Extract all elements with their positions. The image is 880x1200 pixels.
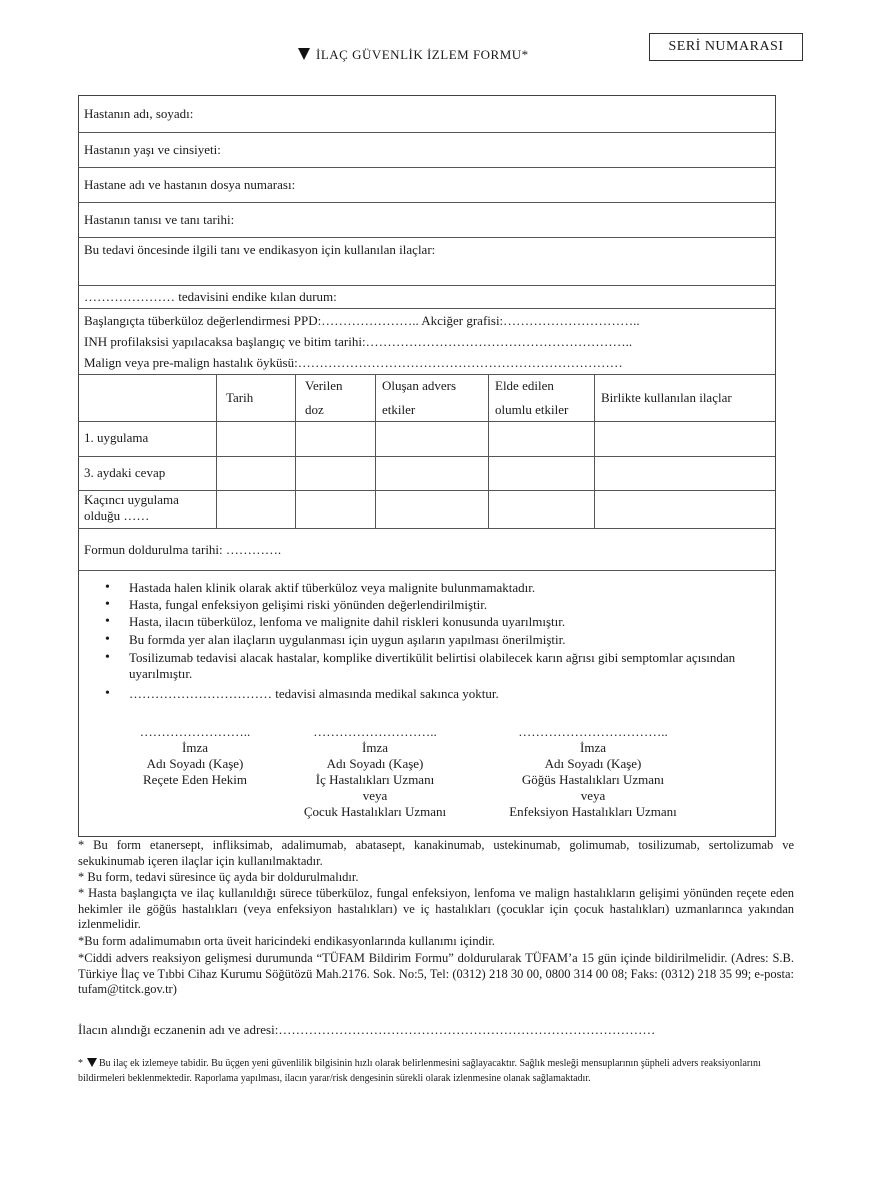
signature-internal-medicine: ……………………….. İmza Adı Soyadı (Kaşe) İç Hastalıkları Uzmanı veya Çocuk Hastalıkları Uzmanı: [303, 724, 447, 819]
header-adverse-line2: etkiler: [382, 402, 416, 417]
header-dose-line1: Verilen: [305, 378, 343, 393]
indication-field[interactable]: ………………… tedavisini endike kılan durum:: [84, 289, 337, 304]
row-divider: [78, 308, 775, 309]
row-divider: [78, 374, 775, 375]
form-title: [298, 47, 529, 63]
additional-monitoring-note: [78, 1056, 794, 1086]
row-divider: [78, 490, 775, 491]
header-date: Tarih: [226, 390, 254, 405]
col-divider: [488, 374, 489, 528]
col-divider: [295, 374, 296, 528]
row-divider: [78, 570, 775, 571]
diagnosis-field[interactable]: Hastanın tanısı ve tanı tarihi:: [84, 212, 235, 227]
serial-number-box: SERİ NUMARASI: [649, 33, 803, 61]
footnote-frequency: * Bu form, tedavi süresince üç ayda bir doldurulmalıdır.: [78, 870, 359, 884]
note-text: Bu ilaç ek izlemeye tabidir. Bu üçgen yeni güvenlilik bilgisinin hızlı olarak belirlenmesini sağlayacaktır. Sağlık mesleği mensuplarının şüpheli advers reaksiyonlarını bildirmeleri beklenmektedir. Raporlama yapılması, ilacın yarar/risk dengesinin sürekli olarak izlenmesine olanak sağlamaktadır.: [78, 1058, 761, 1084]
signature-chest-diseases: …………………………….. İmza Adı Soyadı (Kaşe) Göğüs Hastalıkları Uzmanı veya Enfeksiyon Hastalıkları Uzmanı: [509, 724, 677, 819]
row-divider: [78, 237, 775, 238]
row-divider: [78, 202, 775, 203]
col-divider: [594, 374, 595, 528]
form-title-text: İLAÇ GÜVENLİK İZLEM FORMU*: [316, 47, 529, 62]
row-divider: [78, 167, 775, 168]
header-positive-line1: Elde edilen: [495, 378, 554, 393]
footnote-drugs: * Bu form etanersept, infliksimab, adalimumab, abatasept, kanakinumab, ustekinumab, golimumab, tosilizumab, sertolizumab ve sekukinumab içeren ilaçlar için kullanılmaktadır.: [78, 838, 794, 868]
header-concomitant: Birlikte kullanılan ilaçlar: [601, 390, 732, 405]
signature-prescriber: …………………….. İmza Adı Soyadı (Kaşe) Reçete Eden Hekim: [139, 724, 251, 787]
patient-name-field[interactable]: Hastanın adı, soyadı:: [84, 106, 194, 121]
hospital-file-field[interactable]: Hastane adı ve hastanın dosya numarası:: [84, 177, 296, 192]
row-divider: [78, 421, 775, 422]
black-triangle-icon: [298, 48, 310, 60]
malignancy-history-field[interactable]: Malign veya pre-malign hastalık öyküsü:…………………………………………………………………: [84, 355, 623, 370]
row-divider: [78, 132, 775, 133]
row-third-month: 3. aydaki cevap: [84, 465, 166, 480]
row-application-number-line2: olduğu ……: [84, 508, 150, 523]
row-divider: [78, 528, 775, 529]
patient-age-sex-field[interactable]: Hastanın yaşı ve cinsiyeti:: [84, 142, 221, 157]
row-divider: [78, 456, 775, 457]
header-positive-line2: olumlu etkiler: [495, 402, 569, 417]
footnote-adalimumab: *Bu form adalimumabın orta üveit haricindeki endikasyonlarında kullanımı içindir.: [78, 934, 495, 948]
fill-date-field[interactable]: Formun doldurulma tarihi: ………….: [84, 542, 282, 557]
footnote-monitoring: * Hasta başlangıçta ve ilaç kullanıldığı sürece tüberküloz, fungal enfeksiyon, lenfoma ve malign hastalıkların gelişimi yönünden reçete eden hekimler ile göğüs hastalıkları (veya enfeksiyon hastalıkları) ve iç hastalıkları (çocuklar için çocuk hastalıkları) uzmanlarınca yakından izlenmelidir.: [78, 886, 794, 931]
header-dose-line2: doz: [305, 402, 324, 417]
black-triangle-icon: [87, 1058, 97, 1067]
pharmacy-field[interactable]: İlacın alındığı eczanenin adı ve adresi:……………………………………………………………………………: [78, 1022, 656, 1037]
footnote-tufam: *Ciddi advers reaksiyon gelişmesi durumunda “TÜFAM Bildirim Formu” doldurularak TÜFAM’a 15 gün içinde bildirilmelidir. (Adres: S.B. Türkiye İlaç ve Tıbbi Cihaz Kurumu Söğütözü Mah.2176. Sok. No:5, Tel: (0312) 218 30 00, 0800 314 00 08; Faks: (0312) 218 35 99; e-posta: tufam@titck.gov.tr): [78, 951, 794, 996]
col-divider: [375, 374, 376, 528]
row-divider: [78, 285, 775, 286]
tb-evaluation-field[interactable]: Başlangıçta tüberküloz değerlendirmesi PPD:………………….. Akciğer grafisi:…………………………..: [84, 313, 640, 328]
header-adverse-line1: Oluşan advers: [382, 378, 457, 393]
prior-drugs-field[interactable]: Bu tedavi öncesinde ilgili tanı ve endikasyon için kullanılan ilaçlar:: [84, 242, 436, 257]
col-divider: [216, 374, 217, 528]
note-asterisk: *: [78, 1058, 83, 1069]
row-first-application: 1. uygulama: [84, 430, 149, 445]
inh-prophylaxis-field[interactable]: INH profilaksisi yapılacaksa başlangıç ve bitim tarihi:……………………………………………………..: [84, 334, 633, 349]
row-application-number-line1: Kaçıncı uygulama: [84, 492, 179, 507]
